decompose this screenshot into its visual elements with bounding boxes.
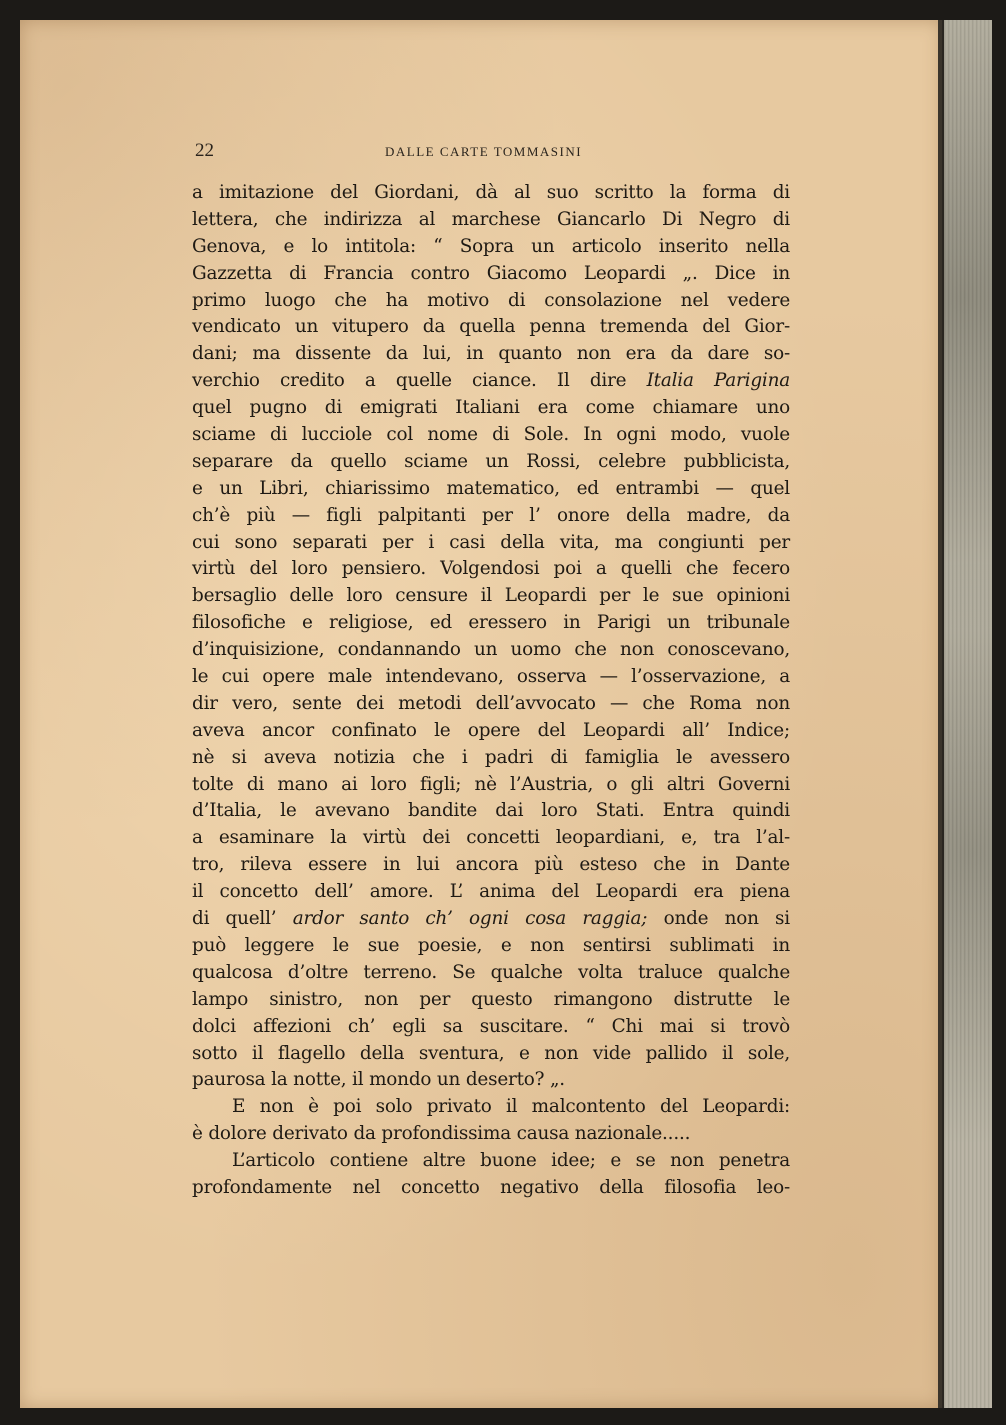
italic-phrase: Italia Parigina <box>646 370 790 392</box>
text-line: aveva ancor confinato le opere del Leopardi all’ Indice; <box>192 719 790 741</box>
text-line: E non è poi solo privato il malcontento del Leopardi: <box>232 1096 790 1118</box>
text-line: vendicato un vitupero da quella penna tremenda del Gior- <box>192 316 790 338</box>
text-line: Gazzetta di Francia contro Giacomo Leopardi „. Dice in <box>192 262 790 284</box>
text-line: tro, rileva essere in lui ancora più esteso che in Dante <box>192 854 790 876</box>
text-line: è dolore derivato da profondissima causa nazionale..... <box>192 1123 691 1145</box>
text-line: primo luogo che ha motivo di consolazione nel vedere <box>192 289 790 311</box>
text-segment: verchio credito a quelle ciance. Il dire <box>192 370 647 392</box>
page-header <box>195 140 795 164</box>
text-line: qualcosa d’oltre terreno. Se qualche volta traluce qualche <box>192 961 790 983</box>
text-line: e un Libri, chiarissimo matematico, ed entrambi — quel <box>192 477 790 499</box>
text-line <box>192 368 790 395</box>
text-line: lettera, che indirizza al marchese Giancarlo Di Negro di <box>192 208 790 230</box>
text-line: quel pugno di emigrati Italiani era come chiamare uno <box>192 397 790 419</box>
text-line: Genova, e lo intitola: “ Sopra un articolo inserito nella <box>192 235 790 257</box>
running-head: DALLE CARTE TOMMASINI <box>385 144 583 159</box>
text-line: ch’è più — figli palpitanti per l’ onore della madre, da <box>192 504 790 526</box>
adjacent-page-edge <box>942 20 992 1408</box>
text-line: d’Italia, le avevano bandite dai loro Stati. Entra quindi <box>192 800 790 822</box>
text-line: le cui opere male intendevano, osserva — l’osservazione, a <box>192 666 790 688</box>
text-line: sotto il flagello della sventura, e non vide pallido il sole, <box>192 1042 790 1064</box>
italic-phrase: ardor santo ch’ ogni cosa raggia; <box>292 908 648 930</box>
text-line: può leggere le sue poesie, e non sentirsi sublimati in <box>192 934 790 956</box>
body-text <box>192 180 790 1202</box>
text-line: nè si aveva notizia che i padri di famiglia le avessero <box>192 746 790 768</box>
text-line: a esaminare la virtù dei concetti leopardiani, e, tra l’al- <box>192 827 790 849</box>
text-line <box>192 906 790 933</box>
text-line: tolte di mano ai loro figli; nè l’Austria, o gli altri Governi <box>192 773 790 795</box>
text-line: filosofiche e religiose, ed eressero in Parigi un tribunale <box>192 612 790 634</box>
text-line: dani; ma dissente da lui, in quanto non era da dare so- <box>192 343 790 365</box>
text-segment: onde non si <box>647 908 790 930</box>
text-line: separare da quello sciame un Rossi, celebre pubblicista, <box>192 450 790 472</box>
text-line: L’articolo contiene altre buone idee; e se non penetra <box>232 1150 790 1172</box>
text-line: dolci affezioni ch’ egli sa suscitare. “ Chi mai si trovò <box>192 1015 790 1037</box>
text-line: virtù del loro pensiero. Volgendosi poi a quelli che fecero <box>192 558 790 580</box>
text-line: paurosa la notte, il mondo un deserto? „. <box>192 1069 565 1091</box>
text-line: sciame di lucciole col nome di Sole. In ogni modo, vuole <box>192 424 790 446</box>
text-line: dir vero, sente dei metodi dell’avvocato — che Roma non <box>192 692 790 714</box>
text-line: d’inquisizione, condannando un uomo che non conoscevano, <box>192 639 790 661</box>
text-line: il concetto dell’ amore. L’ anima del Leopardi era piena <box>192 881 790 903</box>
text-line: cui sono separati per i casi della vita, ma congiunti per <box>192 531 790 553</box>
text-line: lampo sinistro, non per questo rimangono distrutte le <box>192 988 790 1010</box>
text-line: profondamente nel concetto negativo della filosofia leo- <box>192 1176 790 1198</box>
text-segment: di quell’ <box>192 908 293 930</box>
text-line: bersaglio delle loro censure il Leopardi per le sue opinioni <box>192 585 790 607</box>
text-line: a imitazione del Giordani, dà al suo scritto la forma di <box>192 182 790 203</box>
page-number: 22 <box>195 140 214 161</box>
